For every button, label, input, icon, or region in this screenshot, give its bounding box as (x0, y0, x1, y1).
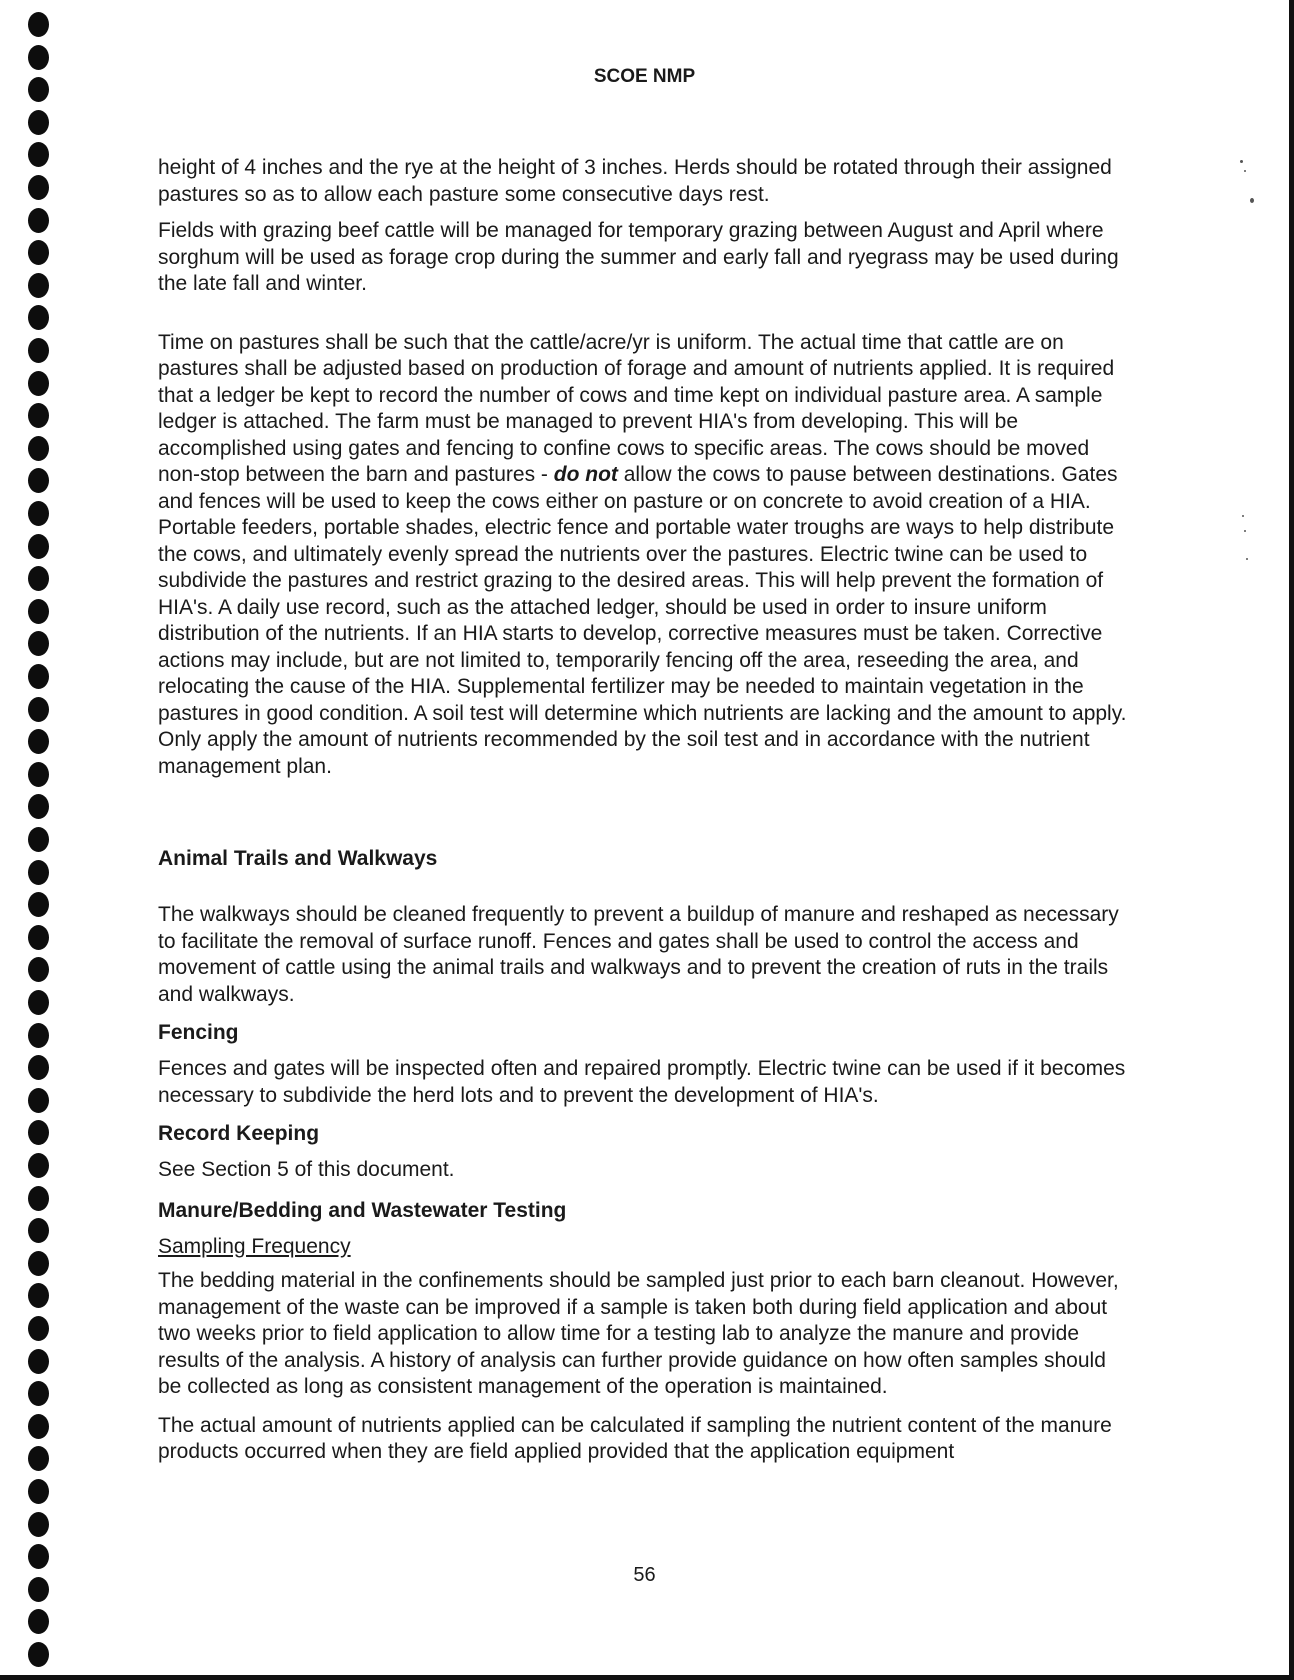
scan-speck (1240, 160, 1243, 163)
binder-hole (28, 208, 49, 233)
binder-hole (28, 860, 49, 885)
scan-speck (1242, 515, 1244, 517)
binder-hole (28, 501, 49, 526)
binder-hole (28, 1479, 49, 1504)
scan-speck (1244, 170, 1246, 172)
binder-hole (28, 990, 49, 1015)
scan-speck (1246, 558, 1248, 560)
scan-speck (1244, 530, 1246, 532)
binder-hole (28, 1023, 49, 1048)
paragraph-pasture-time (158, 330, 1128, 781)
binder-hole (28, 762, 49, 787)
binder-hole (28, 697, 49, 722)
binder-hole (28, 925, 49, 950)
paragraph-nutrients-applied: The actual amount of nutrients applied can be calculated if sampling the nutrient content of the manure products occurred when they are field applied provided that the application equipment (158, 1413, 1112, 1463)
paragraph-pasture-time-part1: Time on pastures shall be such that the cattle/acre/yr is uniform. The actual time that cattle are on pastures shall be adjusted based on production of forage and amount of nutrients applied. It is required that a ledger be kept to record the number of cows and time kept on individual pasture area. A sample ledger is attached. The farm must be managed to prevent HIA's from developing. This will be accomplished using gates and fencing to confine cows to specific areas. The cows should be moved non-stop between the barn and pastures - (158, 330, 1115, 486)
binder-hole (28, 12, 49, 37)
page-number: 56 (633, 1564, 656, 1586)
paragraph-walkways: The walkways should be cleaned frequently to prevent a buildup of manure and reshaped as necessary to facilitate the removal of surface runoff. Fences and gates shall be used to control the access and movement of cattle using the animal trails and walkways and to prevent the creation of ruts in the trails and walkways. (158, 903, 1119, 1006)
binder-hole (28, 1512, 49, 1537)
binder-hole (28, 142, 49, 167)
heading-manure-testing: Manure/Bedding and Wastewater Testing (158, 1198, 567, 1222)
emphasis-do-not: do not (553, 463, 618, 486)
binder-hole (28, 175, 49, 200)
binder-hole (28, 664, 49, 689)
binder-hole (28, 305, 49, 330)
binder-hole (28, 957, 49, 982)
binder-hole (28, 1186, 49, 1211)
binder-hole (28, 1316, 49, 1341)
binder-hole (28, 1642, 49, 1667)
binder-hole (28, 1283, 49, 1308)
page-header: SCOE NMP (593, 66, 696, 87)
binder-hole (28, 1088, 49, 1113)
binder-hole (28, 534, 49, 559)
binder-hole (28, 1055, 49, 1080)
binder-hole (28, 273, 49, 298)
binder-hole (28, 468, 49, 493)
paragraph-pasture-time-part2: allow the cows to pause between destinations. Gates and fences will be used to keep the cows either on pasture or on concrete to avoid creation of a HIA. Portable feeders, portable shades, electric fence and portable water troughs are ways to help distribute the cows, and ultimately evenly spread the nutrients over the pastures. Electric twine can be used to subdivide the pastures and restrict grazing to the desired areas. This will help prevent the formation of HIA's. A daily use record, such as the attached ledger, should be used in order to insure uniform distribution of the nutrients. If an HIA starts to develop, corrective measures must be taken. Corrective actions may include, but are not limited to, temporarily fencing off the area, reseeding the area, and relocating the cause of the HIA. Supplemental fertilizer may be needed to maintain vegetation in the pastures in good condition. A soil test will determine which nutrients are lacking and the amount to apply. Only apply the amount of nutrients recommended by the soil test and in accordance with the nutrient management plan. (158, 463, 1127, 778)
binder-hole (28, 729, 49, 754)
binder-hole (28, 794, 49, 819)
binder-hole (28, 599, 49, 624)
binder-hole (28, 827, 49, 852)
binder-hole (28, 1414, 49, 1439)
paragraph-bedding-sampling: The bedding material in the confinements should be sampled just prior to each barn cleanout. However, management of the waste can be improved if a sample is taken both during field application and about two weeks prior to field application to allow time for a testing lab to analyze the manure and provide results of the analysis. A history of analysis can further provide guidance on how often samples should be collected as long as consistent management of the operation is maintained. (158, 1269, 1119, 1398)
binder-hole (28, 371, 49, 396)
binder-hole (28, 1381, 49, 1406)
binder-hole (28, 566, 49, 591)
binder-hole (28, 1349, 49, 1374)
paragraph-beef-grazing: Fields with grazing beef cattle will be managed for temporary grazing between August and April where sorghum will be used as forage crop during the summer and early fall and ryegrass may be used during the late fall and winter. (158, 219, 1119, 295)
binder-hole (28, 110, 49, 135)
heading-animal-trails: Animal Trails and Walkways (158, 847, 438, 870)
binder-hole (28, 1218, 49, 1243)
binder-hole (28, 338, 49, 363)
binder-hole (28, 436, 49, 461)
heading-fencing: Fencing (158, 1021, 239, 1044)
binder-hole (28, 1446, 49, 1471)
binder-hole (28, 1120, 49, 1145)
scan-speck (1250, 198, 1254, 203)
page-body (158, 155, 1128, 1466)
paragraph-fencing: Fences and gates will be inspected often and repaired promptly. Electric twine can be used if it becomes necessary to subdivide the herd lots and to prevent the development of HIA's. (158, 1057, 1126, 1107)
heading-record-keeping: Record Keeping (158, 1122, 320, 1145)
binder-hole (28, 892, 49, 917)
binder-hole (28, 1251, 49, 1276)
binder-hole (28, 240, 49, 265)
binder-holes (28, 8, 50, 1668)
binder-hole (28, 631, 49, 656)
paragraph-rotation: height of 4 inches and the rye at the height of 3 inches. Herds should be rotated through their assigned pastures so as to allow each pasture some consecutive days rest. (158, 156, 1112, 206)
subheading-sampling-frequency: Sampling Frequency (158, 1234, 351, 1258)
binder-hole (28, 1609, 49, 1634)
binder-hole (28, 403, 49, 428)
binder-hole (28, 1153, 49, 1178)
paragraph-record-keeping: See Section 5 of this document. (158, 1158, 455, 1181)
